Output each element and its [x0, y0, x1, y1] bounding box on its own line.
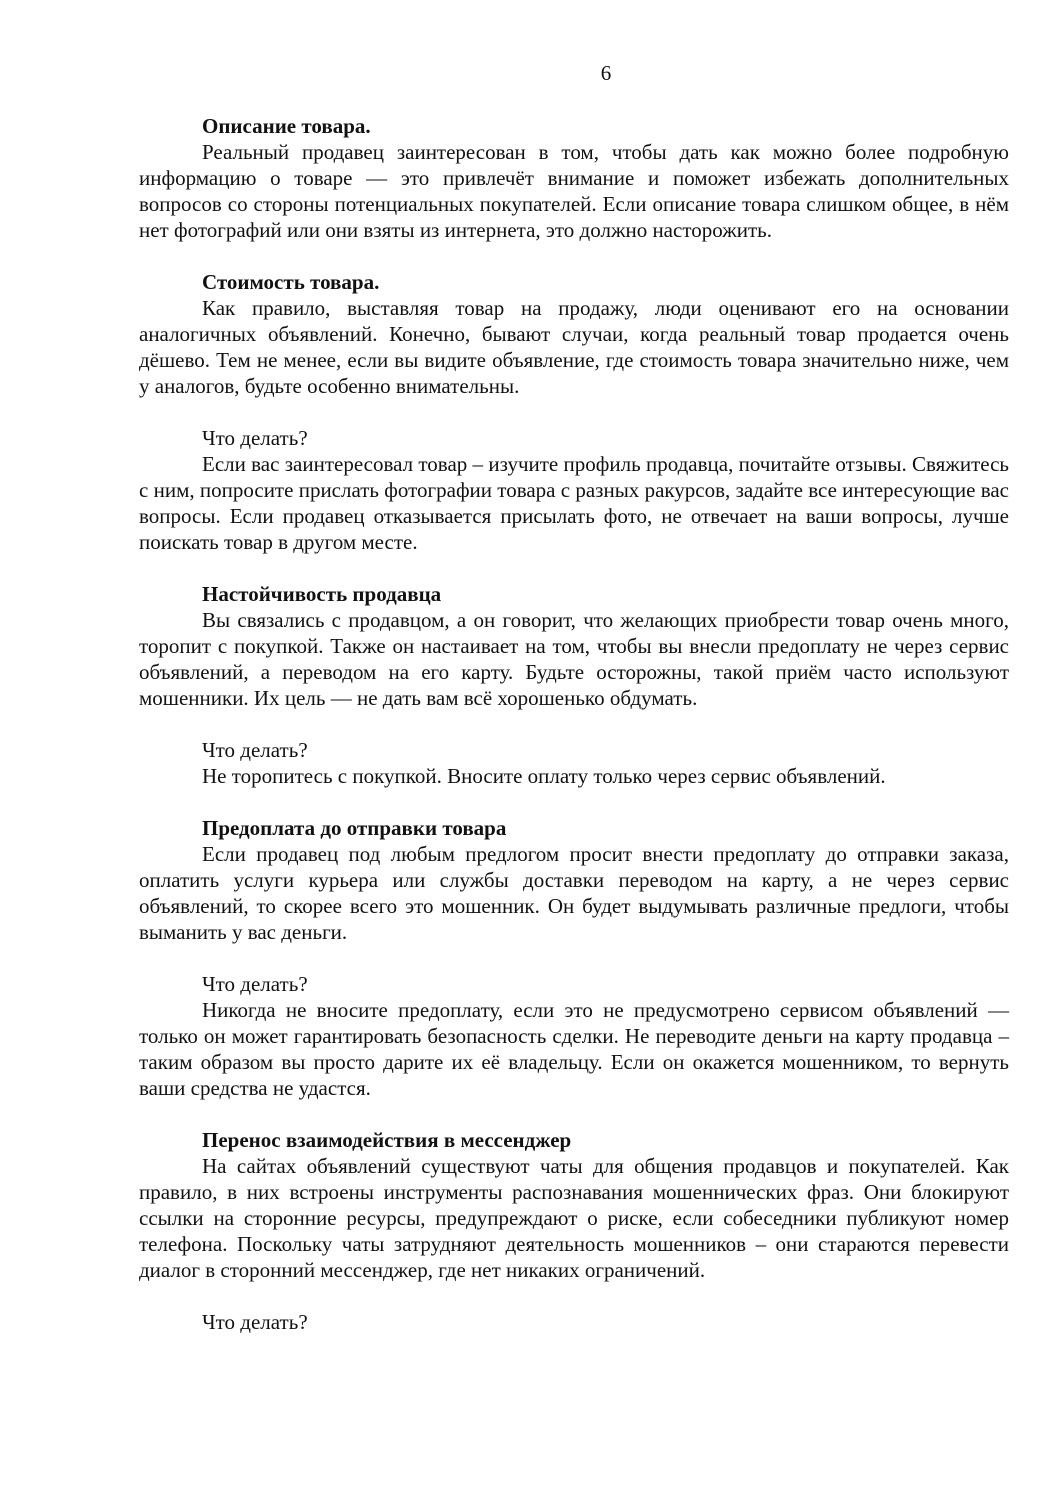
- what-to-do-label: Что делать?: [202, 972, 308, 996]
- section-what-to-do-4: [139, 1309, 1009, 1335]
- section-paragraph: Как правило, выставляя товар на продажу, люди оценивают его на основании аналогичных объявлений. Конечно, бывают случаи, когда реальный товар продается очень дёшево. Тем не менее, если вы видите объявление, где стоимость товара значительно ниже, чем у аналогов, будьте особенно внимательны.: [139, 296, 1009, 398]
- what-to-do-label: Что делать?: [202, 426, 308, 450]
- section-product-price: [139, 269, 1009, 399]
- section-what-to-do-2: [139, 737, 1009, 789]
- section-paragraph: Вы связались с продавцом, а он говорит, что желающих приобрести товар очень много, торопит с покупкой. Также он настаивает на том, чтобы вы внесли предоплату не через сервис объявлений, а переводом на его карту. Будьте осторожны, такой приём часто используют мошенники. Их цель — не дать вам всё хорошенько обдумать.: [139, 608, 1009, 710]
- section-heading: Перенос взаимодействия в мессенджер: [202, 1128, 572, 1152]
- page-number: 6: [600, 61, 612, 85]
- section-product-description: [139, 113, 1009, 243]
- section-prepayment: [139, 815, 1009, 945]
- section-heading: Настойчивость продавца: [202, 582, 442, 606]
- section-heading: Стоимость товара.: [202, 270, 380, 294]
- what-to-do-label: Что делать?: [202, 738, 308, 762]
- section-paragraph: Никогда не вносите предоплату, если это не предусмотрено сервисом объявлений — только он может гарантировать безопасность сделки. Не переводите деньги на карту продавца – таким образом вы просто дарите их её владельцу. Если он окажется мошенником, то вернуть ваши средства не удастся.: [139, 998, 1009, 1100]
- section-seller-persistence: [139, 581, 1009, 711]
- section-what-to-do-3: [139, 971, 1009, 1101]
- what-to-do-label: Что делать?: [202, 1310, 308, 1334]
- section-heading: Описание товара.: [202, 114, 371, 138]
- section-paragraph: Если продавец под любым предлогом просит внести предоплату до отправки заказа, оплатить услуги курьера или службы доставки переводом на карту, а не через сервис объявлений, то скорее всего это мошенник. Он будет выдумывать различные предлоги, чтобы выманить у вас деньги.: [139, 842, 1009, 944]
- section-heading: Предоплата до отправки товара: [202, 816, 507, 840]
- section-what-to-do-1: [139, 425, 1009, 555]
- document-body: [139, 113, 1009, 1361]
- section-paragraph: Не торопитесь с покупкой. Вносите оплату только через сервис объявлений.: [202, 764, 886, 788]
- section-messenger-transfer: [139, 1127, 1009, 1283]
- section-paragraph: Если вас заинтересовал товар – изучите профиль продавца, почитайте отзывы. Свяжитесь с ним, попросите прислать фотографии товара с разных ракурсов, задайте все интересующие вас вопросы. Если продавец отказывается присылать фото, не отвечает на ваши вопросы, лучше поискать товар в другом месте.: [139, 452, 1009, 554]
- section-paragraph: Реальный продавец заинтересован в том, чтобы дать как можно более подробную информацию о товаре — это привлечёт внимание и поможет избежать дополнительных вопросов со стороны потенциальных покупателей. Если описание товара слишком общее, в нём нет фотографий или они взяты из интернета, это должно насторожить.: [139, 140, 1009, 242]
- section-paragraph: На сайтах объявлений существуют чаты для общения продавцов и покупателей. Как правило, в них встроены инструменты распознавания мошеннических фраз. Они блокируют ссылки на сторонние ресурсы, предупреждают о риске, если собеседники публикуют номер телефона. Поскольку чаты затрудняют деятельность мошенников – они стараются перевести диалог в сторонний мессенджер, где нет никаких ограничений.: [139, 1154, 1009, 1282]
